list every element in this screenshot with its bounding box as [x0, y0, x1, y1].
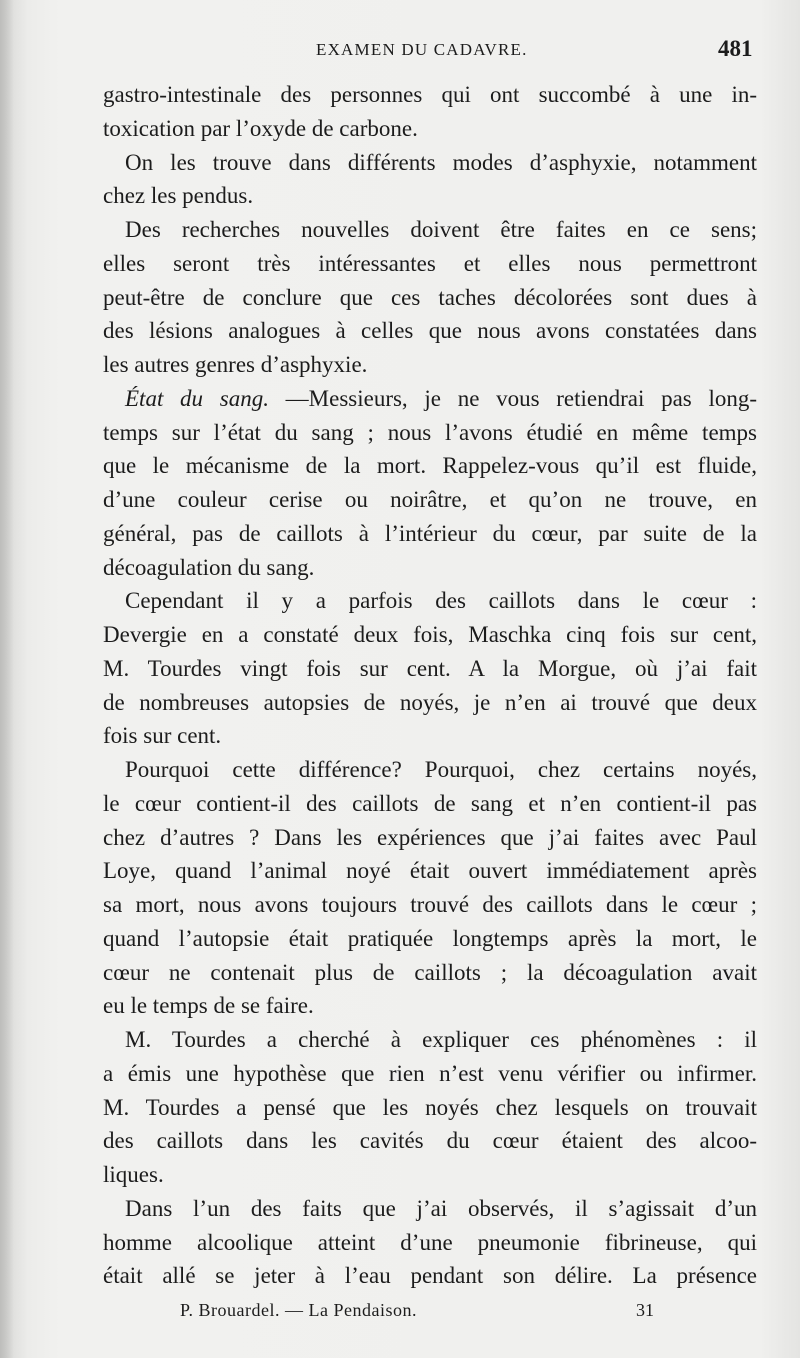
line-text: sa mort, nous avons toujours trouvé des caillots dans le cœur ;	[103, 892, 757, 917]
line-text: d’une couleur cerise ou noirâtre, et qu’on ne trouve, en	[103, 487, 757, 512]
line-text: que le mécanisme de la mort. Rappelez-vous qu’il est fluide,	[103, 453, 757, 479]
text-line	[103, 1192, 757, 1226]
line-text: gastro-intestinale des personnes qui ont succombé à une in-	[103, 82, 757, 107]
text-line	[103, 1023, 757, 1057]
text-line	[103, 1158, 757, 1192]
line-text: M. Tourdes a cherché à expliquer ces phénomènes : il	[125, 1027, 757, 1052]
text-line	[103, 348, 757, 382]
text-line	[103, 1091, 757, 1125]
text-line	[103, 1226, 757, 1260]
text-line	[103, 1057, 757, 1091]
running-title: EXAMEN DU CADAVRE.	[316, 40, 528, 59]
text-line	[103, 551, 757, 585]
line-text: liques.	[103, 1162, 164, 1187]
text-line	[103, 179, 757, 213]
text-line	[103, 888, 757, 922]
line-text: quand l’autopsie était pratiquée longtemps après la mort, le	[103, 925, 757, 951]
line-text: Loye, quand l’animal noyé était ouvert immédiatement après	[103, 858, 757, 884]
text-line	[103, 483, 757, 517]
text-line	[103, 956, 757, 990]
page-footer	[0, 1296, 800, 1324]
text-line	[103, 314, 757, 348]
text-line	[103, 78, 757, 112]
text-line	[103, 686, 757, 720]
line-text: était allé se jeter à l’eau pendant son délire. La présence	[103, 1263, 757, 1289]
text-line	[103, 821, 757, 855]
line-text: chez d’autres ? Dans les expériences que j’ai faites avec Paul	[103, 824, 757, 850]
text-line	[103, 922, 757, 956]
italic-heading: État du sang.	[125, 385, 269, 411]
line-text: eu le temps de se faire.	[103, 993, 314, 1019]
text-line	[103, 652, 757, 686]
line-text: M. Tourdes vingt fois sur cent. A la Morgue, où j’ai fait	[103, 655, 757, 681]
line-text: décoagulation du sang.	[103, 554, 315, 580]
line-text: Des recherches nouvelles doivent être faites en ce sens;	[125, 217, 757, 242]
text-line	[103, 112, 757, 146]
line-text: M. Tourdes a pensé que les noyés chez lesquels on trouvait	[103, 1094, 757, 1120]
text-line	[103, 618, 757, 652]
text-line	[103, 1259, 757, 1293]
text-line	[103, 753, 757, 787]
text-line	[103, 449, 757, 483]
line-text: —Messieurs, je ne vous retiendrai pas long-	[268, 385, 757, 411]
text-line	[103, 146, 757, 180]
page-gutter-shadow	[0, 0, 14, 1358]
line-text: temps sur l’état du sang ; nous l’avons étudié en même temps	[103, 419, 757, 445]
text-line	[103, 854, 757, 888]
line-text: On les trouve dans différents modes d’asphyxie, notamment	[125, 149, 757, 175]
text-line	[103, 989, 757, 1023]
text-line	[103, 787, 757, 821]
line-text: les autres genres d’asphyxie.	[103, 352, 368, 377]
line-text: peut-être de conclure que ces taches décolorées sont dues à	[103, 284, 757, 310]
body-text	[103, 78, 757, 1293]
line-text: Devergie en a constaté deux fois, Maschka cinq fois sur cent,	[103, 622, 757, 647]
text-line	[103, 1124, 757, 1158]
line-text: cœur ne contenait plus de caillots ; la décoagulation avait	[103, 959, 757, 985]
text-line	[103, 247, 757, 281]
line-text: Cependant il y a parfois des caillots dans le cœur :	[125, 588, 757, 614]
line-text: général, pas de caillots à l’intérieur du cœur, par suite de la	[103, 520, 757, 546]
text-line	[103, 281, 757, 315]
line-text: fois sur cent.	[103, 723, 222, 749]
line-text: elles seront très intéressantes et elles nous permettront	[103, 250, 757, 276]
text-line	[103, 517, 757, 551]
running-head	[0, 36, 800, 66]
line-text: toxication par l’oxyde de carbone.	[103, 115, 418, 141]
line-text: de nombreuses autopsies de noyés, je n’en ai trouvé que deux	[103, 689, 757, 715]
line-text: Pourquoi cette différence? Pourquoi, chez certains noyés,	[125, 757, 757, 782]
signature-mark: 31	[636, 1300, 654, 1320]
line-text: des caillots dans les cavités du cœur étaient des alcoo-	[103, 1128, 757, 1154]
line-text: des lésions analogues à celles que nous avons constatées dans	[103, 318, 757, 344]
text-line	[103, 584, 757, 618]
footer-author-title: P. Brouardel. — La Pendaison.	[180, 1300, 417, 1320]
line-text: homme alcoolique atteint d’une pneumonie fibrineuse, qui	[103, 1229, 757, 1255]
text-line	[103, 213, 757, 247]
line-text: le cœur contient-il des caillots de sang et n’en contient-il pas	[103, 790, 757, 816]
line-text: chez les pendus.	[103, 183, 254, 209]
line-text: a émis une hypothèse que rien n’est venu vérifier ou infirmer.	[103, 1060, 757, 1086]
page-number: 481	[718, 36, 753, 61]
text-line	[103, 416, 757, 450]
text-line	[103, 719, 757, 753]
line-text: Dans l’un des faits que j’ai observés, il s’agissait d’un	[125, 1195, 757, 1221]
text-line	[103, 382, 757, 416]
